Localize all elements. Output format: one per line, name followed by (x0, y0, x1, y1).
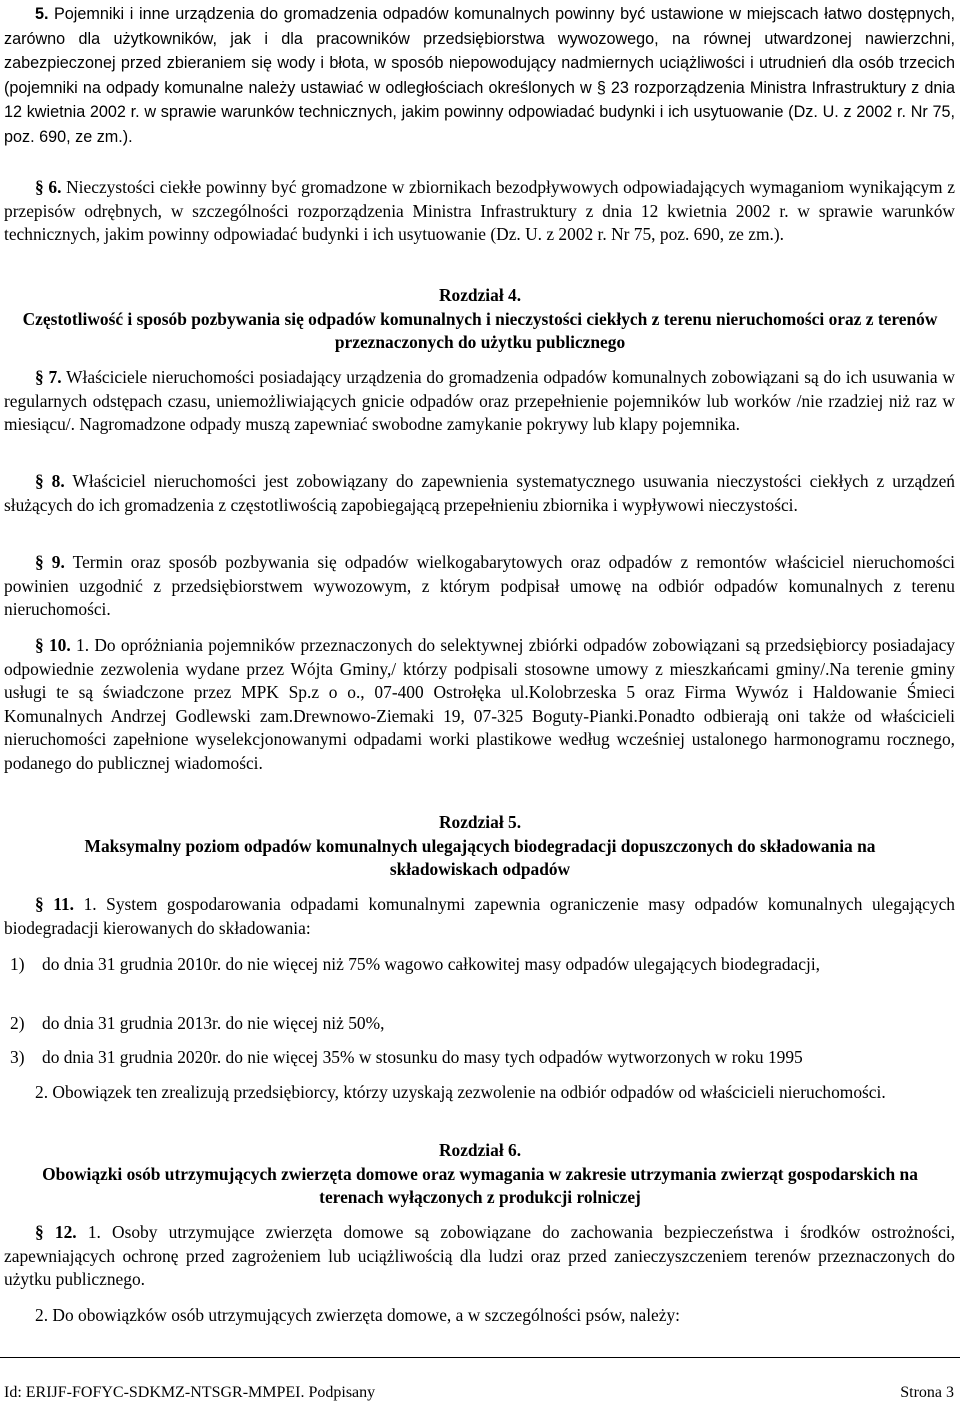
chapter-number: Rozdział 4. (438, 285, 522, 305)
paragraph-text: 1. Osoby utrzymujące zwierzęta domowe są zobowiązane do zachowania bezpieczeństwa i środków ostrożności, zapewniających ochronę przed zagrożeniem lub uciążliwością dla ludzi oraz przed zanieczyszczeniem terenów przeznaczonych do użytku publicznego. (4, 1222, 955, 1290)
chapter-number: Rozdział 6. (438, 1140, 522, 1160)
paragraph-number: § 8. (35, 471, 65, 491)
chapter-title: Maksymalny poziom odpadów komunalnych ulegających biodegradacji dopuszczonych do składowania na składowiskach odpadów (84, 835, 876, 880)
list-item-text: do dnia 31 grudnia 2020r. do nie więcej 35% w stosunku do masy tych odpadów wytworzonych w roku 1995 (42, 1047, 803, 1067)
paragraph-12-point-2 (4, 1304, 955, 1328)
list-item-text: do dnia 31 grudnia 2010r. do nie więcej niż 75% wagowo całkowitej masy odpadów ulegających biodegradacji, (42, 954, 821, 974)
list-item (10, 1012, 955, 1036)
paragraph-text: 2. Obowiązek ten zrealizują przedsiębiorcy, którzy uzyskają zezwolenie na odbiór odpadów od właścicieli nieruchomości. (35, 1082, 886, 1102)
paragraph-text: Pojemniki i inne urządzenia do gromadzenia odpadów komunalnych powinny być ustawione w miejscach łatwo dostępnych, zarówno dla użytkowników, jak i dla pracowników przedsiębiorstwa wywozowego, na równej utwardzonej nawierzchni, zabezpieczonej przed zbieraniem się wody i błota, w sposób niepowodujący nadmiernych uciążliwości i utrudnień dla osób trzecich (4, 5, 955, 73)
paragraph-text: Właściciel nieruchomości jest zobowiązany do zapewnienia systematycznego usuwania nieczystości ciekłych z urządzeń służących do ich gromadzenia z częstotliwością zapobiegającą przepełnieniu zbiornika i wypływowi nieczystości. (4, 471, 955, 515)
paragraph-7 (4, 366, 955, 437)
paragraph-text: Nieczystości ciekłe powinny być gromadzone w zbiornikach bezodpływowych odpowiadających wymaganiom wynikającym z przepisów odrębnych, w szczególności rozporządzenia Ministra Infrastruktury z dnia 12 kwietnia 2002 r. w sprawie warunków technicznych, jakim powinny odpowiadać budynki i ich usytuowanie (Dz. U. z 2002 r. Nr 75, poz. 690, ze zm.). (4, 177, 955, 245)
paragraph-10 (4, 634, 955, 776)
chapter-title: Częstotliwość i sposób pozbywania się odpadów komunalnych i nieczystości ciekłych z terenu nieruchomości oraz z terenów przeznaczonych do użytku publicznego (22, 308, 938, 353)
paragraph-11 (4, 893, 955, 940)
footer-divider (0, 1357, 960, 1358)
paragraph-8 (4, 470, 955, 517)
paragraph-text: Właściciele nieruchomości posiadający urządzenia do gromadzenia odpadów komunalnych zobowiązani są do ich usuwania w regularnych odstępach czasu, uniemożliwiających gnicie odpadów oraz przepełnienie pojemników lub worków /nie rzadziej niż raz w miesiącu/. Nagromadzone odpady muszą zapewniać swobodne zamykanie pokrywy lub klapy pojemnika. (4, 367, 955, 435)
paragraph-number: § 11. (35, 894, 75, 914)
list-item-number: 2) (10, 1013, 25, 1033)
paragraph-text: Termin oraz sposób pozbywania się odpadów wielkogabarytowych oraz odpadów z remontów właściciel nieruchomości powinien uzgodnić z przedsiębiorstwem wywozowym, z którym podpisał umowę na odbiór odpadów komunalnych z terenu nieruchomości. (4, 552, 955, 620)
paragraph-text: 1. System gospodarowania odpadami komunalnymi zapewnia ograniczenie masy odpadów komunalnych ulegających biodegradacji kierowanych do składowania: (4, 894, 955, 938)
chapter-5-heading (0, 811, 960, 882)
chapter-4-heading (0, 284, 960, 355)
paragraph-text: 1. Do opróżniania pojemników przeznaczonych do selektywnej zbiórki odpadów zobowiązani są przedsiębiorcy posiadajacy odpowiednie zezwolenia wydane przez Wójta Gminy,/ którzy podpisali stosowne umowy z mieszkańcami gminy/.Na terenie gminy usługi te są świadczone przez MPK Sp.z o o., 07-400 Ostrołęka ul.Kolobrzeska 5 oraz Firma Wywóz i Haldowanie Śmieci Komunalnych Andrzej Godlewski zam.Drewnowo-Ziemaki 19, 07-325 Boguty-Pianki.Ponadto odbierają oni także od właścicieli nieruchomości zapełnione wyselekcjonowanymi odpadami worki plastikowe według wcześniej ustalonego harmonogramu rocznego, podanego do publicznej wiadomości. (4, 635, 955, 773)
paragraph-text: 2. Do obowiązków osób utrzymujących zwierzęta domowe, a w szczególności psów, należy: (35, 1305, 681, 1325)
paragraph-number: 5. (35, 5, 49, 23)
page-number: Strona 3 (900, 1384, 954, 1401)
list-item (10, 1046, 955, 1070)
paragraph-number: § 6. (35, 177, 62, 197)
paragraph-number: § 10. (35, 635, 71, 655)
document-id: Id: ERIJF-FOFYC-SDKMZ-NTSGR-MMPEI. Podpisany (4, 1384, 376, 1401)
list-item-text: do dnia 31 grudnia 2013r. do nie więcej niż 50%, (42, 1013, 385, 1033)
list-item-number: 1) (10, 954, 25, 974)
paragraph-6 (4, 176, 955, 247)
paragraph-number: § 7. (35, 367, 62, 387)
chapter-number: Rozdział 5. (438, 812, 522, 832)
paragraph-text-continued: (pojemniki na odpady komunalne należy ustawiać w odległościach określonych w § 23 rozporządzenia Ministra Infrastruktury z dnia 12 kwietnia 2002 r. w sprawie warunków technicznych, jakim powinny odpowiadać budynki i ich usytuowanie (Dz. U. z 2002 r. Nr 75, poz. 690, ze zm.). (4, 78, 955, 146)
paragraph-number: § 9. (35, 552, 65, 572)
chapter-6-heading (0, 1139, 960, 1210)
paragraph-9 (4, 551, 955, 622)
chapter-title: Obowiązki osób utrzymujących zwierzęta domowe oraz wymagania w zakresie utrzymania zwierząt gospodarskich na terenach wyłączonych z produkcji rolniczej (42, 1163, 918, 1208)
paragraph-11-point-2 (4, 1081, 955, 1105)
list-item-number: 3) (10, 1047, 25, 1067)
paragraph-5 (4, 2, 955, 150)
paragraph-number: § 12. (35, 1222, 77, 1242)
list-item (10, 953, 955, 977)
paragraph-12 (4, 1221, 955, 1292)
